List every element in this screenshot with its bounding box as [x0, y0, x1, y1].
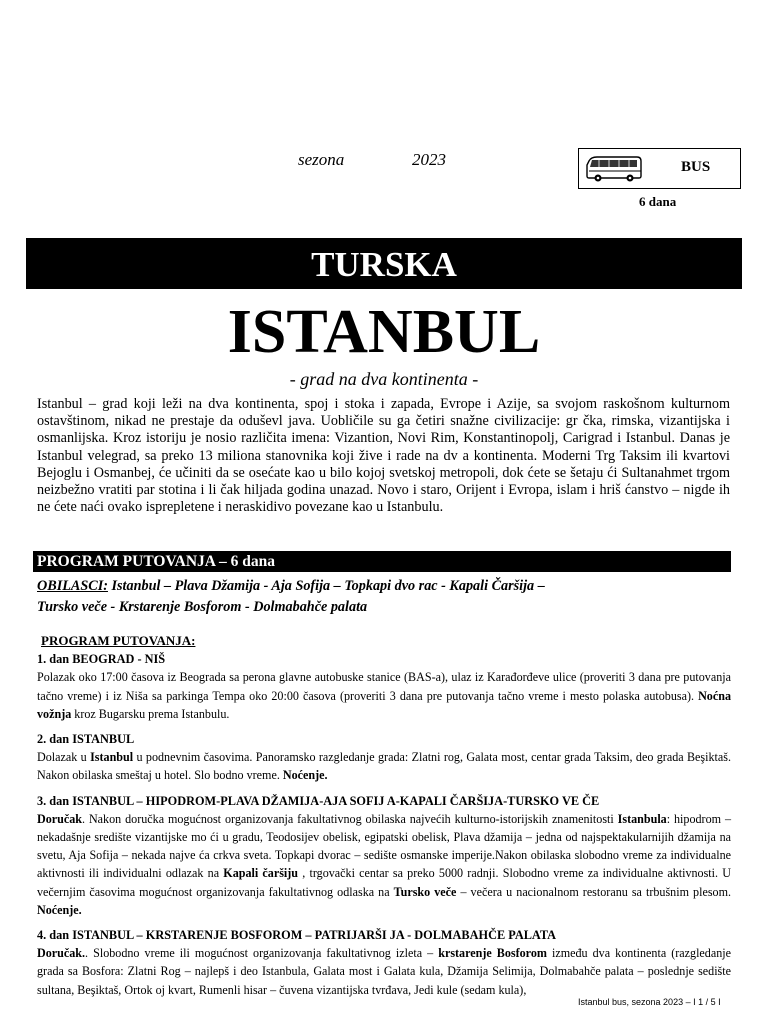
- season-year: 2023: [412, 150, 446, 169]
- tours-line-1: [37, 576, 730, 597]
- day-4-text: Doručak.. Slobodno vreme ili mogućnost organizovanja fakultativnog izleta – krstarenje Bosforom između dva kontinenta (razgledanje grada sa Bosfora: Zlatni Rog – najlepš i deo Istanbula, Galata most i Galata kula, Džamija Selimija, Dolmabahče palata – poslednje sedište sultana, Beşiktaš, Ortok oj kvart, Rumenli hisar – čuvena vizantijska tvrđava, Jedi kule (sedam kula),: [37, 946, 731, 997]
- city-title: ISTANBUL: [227, 298, 541, 366]
- day-4-title: 4. dan ISTANBUL – KRSTARENJE BOSFOROM – PATRIJARŠI JA - DOLMABAHČE PALATA: [37, 928, 557, 943]
- program-content: [37, 632, 731, 999]
- program-bar: PROGRAM PUTOVANJA – 6 dana: [33, 551, 731, 572]
- country-banner: TURSKA: [26, 238, 742, 289]
- tours-list: [37, 576, 730, 618]
- transport-label: BUS: [681, 159, 711, 175]
- day-3-text: Doručak. Nakon doručka mogućnost organizovanja fakultativnog obilaska najvećih kulturno-istorijskih znamenitosti Istanbula: hipodrom – nekadašnje središte vizantijske mo ći u gradu, Teodosijev obelisk, egipatski obelisk, Plava džamija – jedna od najspektakularnijih džamija na svetu, Aja Sofija – nekada najve ća crkva sveta. Topkapi dvorac – sedište osmanske imperije.Nakon obilaska slobodno vreme za individualne aktivnosti ili individualni odlazak na Kapali čaršiju , trgovački centar sa preko 5000 radnji. Slobodno vreme za individualne aktivnosti. U večernjim časovima mogućnost organizovanja fakultativnog odlaska na Tursko veče – večera u nacionalnom restoranu sa trbušnim plesom. Noćenje.: [37, 811, 732, 917]
- day-2-title: 2. dan ISTANBUL: [37, 732, 135, 747]
- city-subtitle: - grad na dva kontinenta -: [289, 369, 479, 389]
- program-heading: PROGRAM PUTOVANJA:: [41, 633, 196, 648]
- transport-box: [578, 148, 741, 189]
- bus-icon: [585, 155, 643, 183]
- trip-duration: 6 dana: [639, 194, 677, 209]
- season-label: sezona: [298, 150, 345, 169]
- tours-label: OBILASCI:: [37, 578, 108, 594]
- day-1-text: Polazak oko 17:00 časova iz Beograda sa perona glavne autobuske stanice (BAS-a), ulaz iz Karađorđeve ulice (proveriti 3 dana pre putovanja tačno vreme) i iz Niša sa parkinga Tempa oko 20:00 časova (proveriti 3 dana pre putovanja tačno vreme i mesto polaska autobusa). Noćna vožnja kroz Bugarsku prema Istanbulu.: [37, 670, 731, 721]
- day-3-title: 3. dan ISTANBUL – HIPODROM-PLAVA DŽAMIJA-AJA SOFIJ A-KAPALI ČARŠIJA-TURSKO VE ČE: [37, 793, 600, 808]
- tours-list-line-2: Tursko veče - Krstarenje Bosforom - Dolmabahče palata: [37, 599, 368, 615]
- tours-list-line-1: Istanbul – Plava Džamija - Aja Sofija – Topkapi dvo rac - Kapali Čaršija –: [107, 578, 545, 594]
- page-footer: Istanbul bus, sezona 2023 – I 1 / 5 I: [578, 997, 721, 1007]
- intro-paragraph: Istanbul – grad koji leži na dva kontinenta, spoj i stoka i zapada, Evrope i Azije, sa svojom raskošnom kulturnom ostavštinom, nikad ne prestaje da oduševl java. Uobličile su ga četiri snažne civilizacije: gr čka, rimska, vizantijska i osmanlijska. Kroz istoriju je nosio različita imena: Vizantion, Novi Rim, Konstantinopolj, Carigrad i Istanbul. Danas je Istanbul velegrad, sa preko 13 miliona stanovnika koji žive i rade na dv a kontinenta. Moderni Trg Taksim ili kvartovi Bejoglu i Osmanbej, će učiniti da se osećate kao u bilo kojoj svetskoj metropoli, dok ćete se šetaju ći Sultanahmet trgom neizbežno vratiti par stotina i li čak hiljada godina unazad. Novo i staro, Orijent i Evropa, islam i hriš ćanstvo – nigde ih ne ćete naći ovako isprepletene i neraskidivo povezane kao u Istanbulu.: [37, 396, 730, 516]
- day-2-text: Dolazak u Istanbul u podnevnim časovima. Panoramsko razgledanje grada: Zlatni rog, Galata most, centar grada Taksim, deo grada Beşiktaš. Nakon obilaska smeštaj u hotel. Slo bodno vreme. Noćenje.: [37, 750, 731, 783]
- day-1-title: 1. dan BEOGRAD - NIŠ: [37, 652, 166, 667]
